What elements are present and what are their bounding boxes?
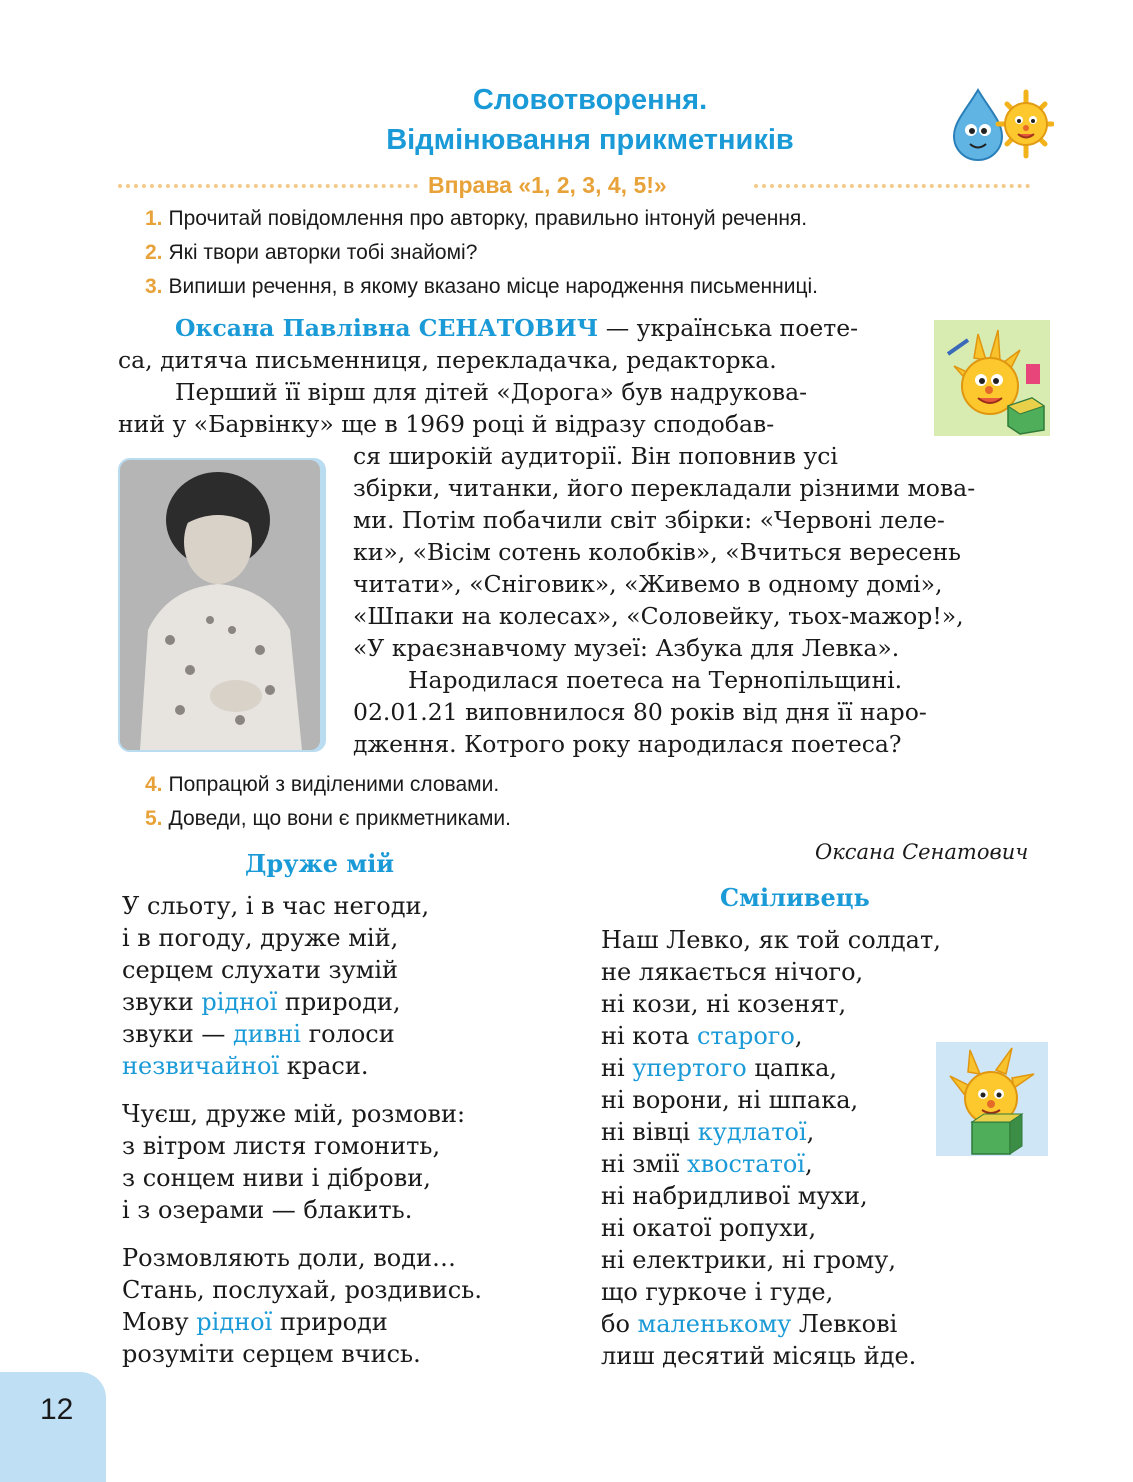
poem2-line: Наш Левко, як той солдат, — [601, 926, 941, 954]
poem2-line: бо маленькому Левкові — [601, 1310, 898, 1338]
poem1-line: розуміти серцем вчись. — [122, 1340, 421, 1368]
poem2-line: що гуркоче і гуде, — [601, 1278, 834, 1306]
author-photo-image — [120, 460, 320, 750]
task-number: 3. — [145, 275, 163, 298]
task-number: 4. — [145, 773, 163, 796]
highlighted-word: дивні — [232, 1020, 301, 1048]
poem2-line: ні кози, ні козенят, — [601, 990, 847, 1018]
bio-line: «Шпаки на колесах», «Соловейку, тьох-мажор!», — [353, 602, 964, 630]
poem2-line: ні ворони, ні шпака, — [601, 1086, 859, 1114]
bio-line: читати», «Сніговик», «Живемо в одному домі», — [353, 570, 943, 598]
bio-line: Оксана Павлівна СЕНАТОВИЧ — українська поете- — [175, 314, 859, 342]
poem2-line: ні упертого цапка, — [601, 1054, 838, 1082]
poem2-line: ні вівці кудлатої, — [601, 1118, 815, 1146]
poem1-line: Мову рідної природи — [122, 1308, 388, 1336]
highlighted-word: маленькому — [637, 1310, 792, 1338]
poem2-line: ні кота старого, — [601, 1022, 803, 1050]
task-item — [145, 238, 477, 268]
poem1-title: Друже мій — [245, 849, 395, 878]
poem2-line: ні електрики, ні грому, — [601, 1246, 896, 1274]
task-item — [145, 770, 499, 800]
highlighted-word: незвичайної — [122, 1052, 280, 1080]
exercise-header — [118, 170, 1030, 200]
page-title — [250, 80, 930, 160]
sun-pencil-illustration-icon — [934, 320, 1050, 436]
poem1-line: звуки — дивні голоси — [122, 1020, 395, 1048]
task-text: Які твори авторки тобі знайомі? — [168, 241, 478, 264]
bio-line: ний у «Барвінку» ще в 1969 році й відразу сподобав- — [118, 410, 775, 438]
highlighted-word: упертого — [632, 1054, 747, 1082]
bio-line: дження. Котрого року народилася поетеса? — [353, 730, 902, 758]
bio-line: ми. Потім побачили світ збірки: «Червоні леле- — [353, 506, 945, 534]
highlighted-word: старого — [696, 1022, 795, 1050]
task-text: Випиши речення, в якому вказано місце народження письменниці. — [168, 275, 818, 298]
task-text: Попрацюй з виділеними словами. — [168, 773, 500, 796]
task-number: 1. — [145, 207, 163, 230]
dotted-divider-left — [118, 184, 418, 188]
bio-line: 02.01.21 виповнилося 80 років від дня її наро- — [353, 698, 927, 726]
poem2-line: лиш десятий місяць йде. — [601, 1342, 917, 1370]
highlighted-word: рідної — [196, 1308, 273, 1336]
poem-author-signature: Оксана Сенатович — [815, 840, 1029, 864]
author-photo — [118, 458, 326, 752]
bio-line: збірки, читанки, його перекладали різними мова- — [353, 474, 976, 502]
page-number: 12 — [40, 1393, 74, 1426]
highlighted-word: рідної — [201, 988, 278, 1016]
poem1-line: і в погоду, друже мій, — [122, 924, 399, 952]
poem1-line: з вітром листя гомонить, — [122, 1132, 441, 1160]
poem2-line: не лякається нічого, — [601, 958, 864, 986]
task-item — [145, 804, 511, 834]
poem1-line: У сльоту, і в час негоди, — [122, 892, 430, 920]
poem1-line: Чуєш, друже мій, розмови: — [122, 1100, 466, 1128]
task-text: Прочитай повідомлення про авторку, правильно інтонуй речення. — [168, 207, 808, 230]
poem1-line: і з озерами — блакить. — [122, 1196, 413, 1224]
poem2-line: ні окатої ропухи, — [601, 1214, 817, 1242]
poem1-line: серцем слухати зумій — [122, 956, 399, 984]
dotted-divider-right — [754, 184, 1030, 188]
poem1-line: з сонцем ниви і діброви, — [122, 1164, 431, 1192]
poem2-line: ні набридливої мухи, — [601, 1182, 868, 1210]
page-title-line1: Словотворення. — [472, 84, 708, 116]
poem1-line: звуки рідної природи, — [122, 988, 401, 1016]
droplet-sun-mascot-icon — [948, 84, 1054, 164]
highlighted-word: кудлатої — [697, 1118, 807, 1146]
page-title-line2: Відмінювання прикметників — [386, 124, 794, 156]
poem1-line: Розмовляють доли, води… — [122, 1244, 457, 1272]
sun-on-box-illustration-icon — [936, 1042, 1048, 1156]
bio-line: ки», «Вісім сотень колобків», «Вчиться вересень — [353, 538, 961, 566]
bio-line: са, дитяча письменниця, перекладачка, редакторка. — [118, 346, 777, 374]
bio-line: Народилася поетеса на Тернопільщині. — [408, 666, 903, 694]
highlighted-word: хвостатої — [687, 1150, 805, 1178]
author-name: Оксана Павлівна СЕНАТОВИЧ — [175, 314, 599, 342]
portrait-silhouette-icon — [120, 460, 320, 750]
poem1-line: Стань, послухай, роздивись. — [122, 1276, 482, 1304]
task-item — [145, 204, 807, 234]
poem2-title: Сміливець — [720, 883, 870, 912]
task-item — [145, 272, 818, 302]
bio-line: ся широкій аудиторії. Він поповнив усі — [353, 442, 838, 470]
task-number: 2. — [145, 241, 163, 264]
poem1-line: незвичайної краси. — [122, 1052, 369, 1080]
task-text: Доведи, що вони є прикметниками. — [168, 807, 511, 830]
exercise-title: Вправа «1, 2, 3, 4, 5!» — [428, 172, 667, 198]
bio-line: «У краєзнавчому музеї: Азбука для Левка». — [353, 634, 900, 662]
task-number: 5. — [145, 807, 163, 830]
poem2-line: ні змії хвостатої, — [601, 1150, 813, 1178]
bio-line: Перший її вірш для дітей «Дорога» був надрукова- — [175, 378, 808, 406]
